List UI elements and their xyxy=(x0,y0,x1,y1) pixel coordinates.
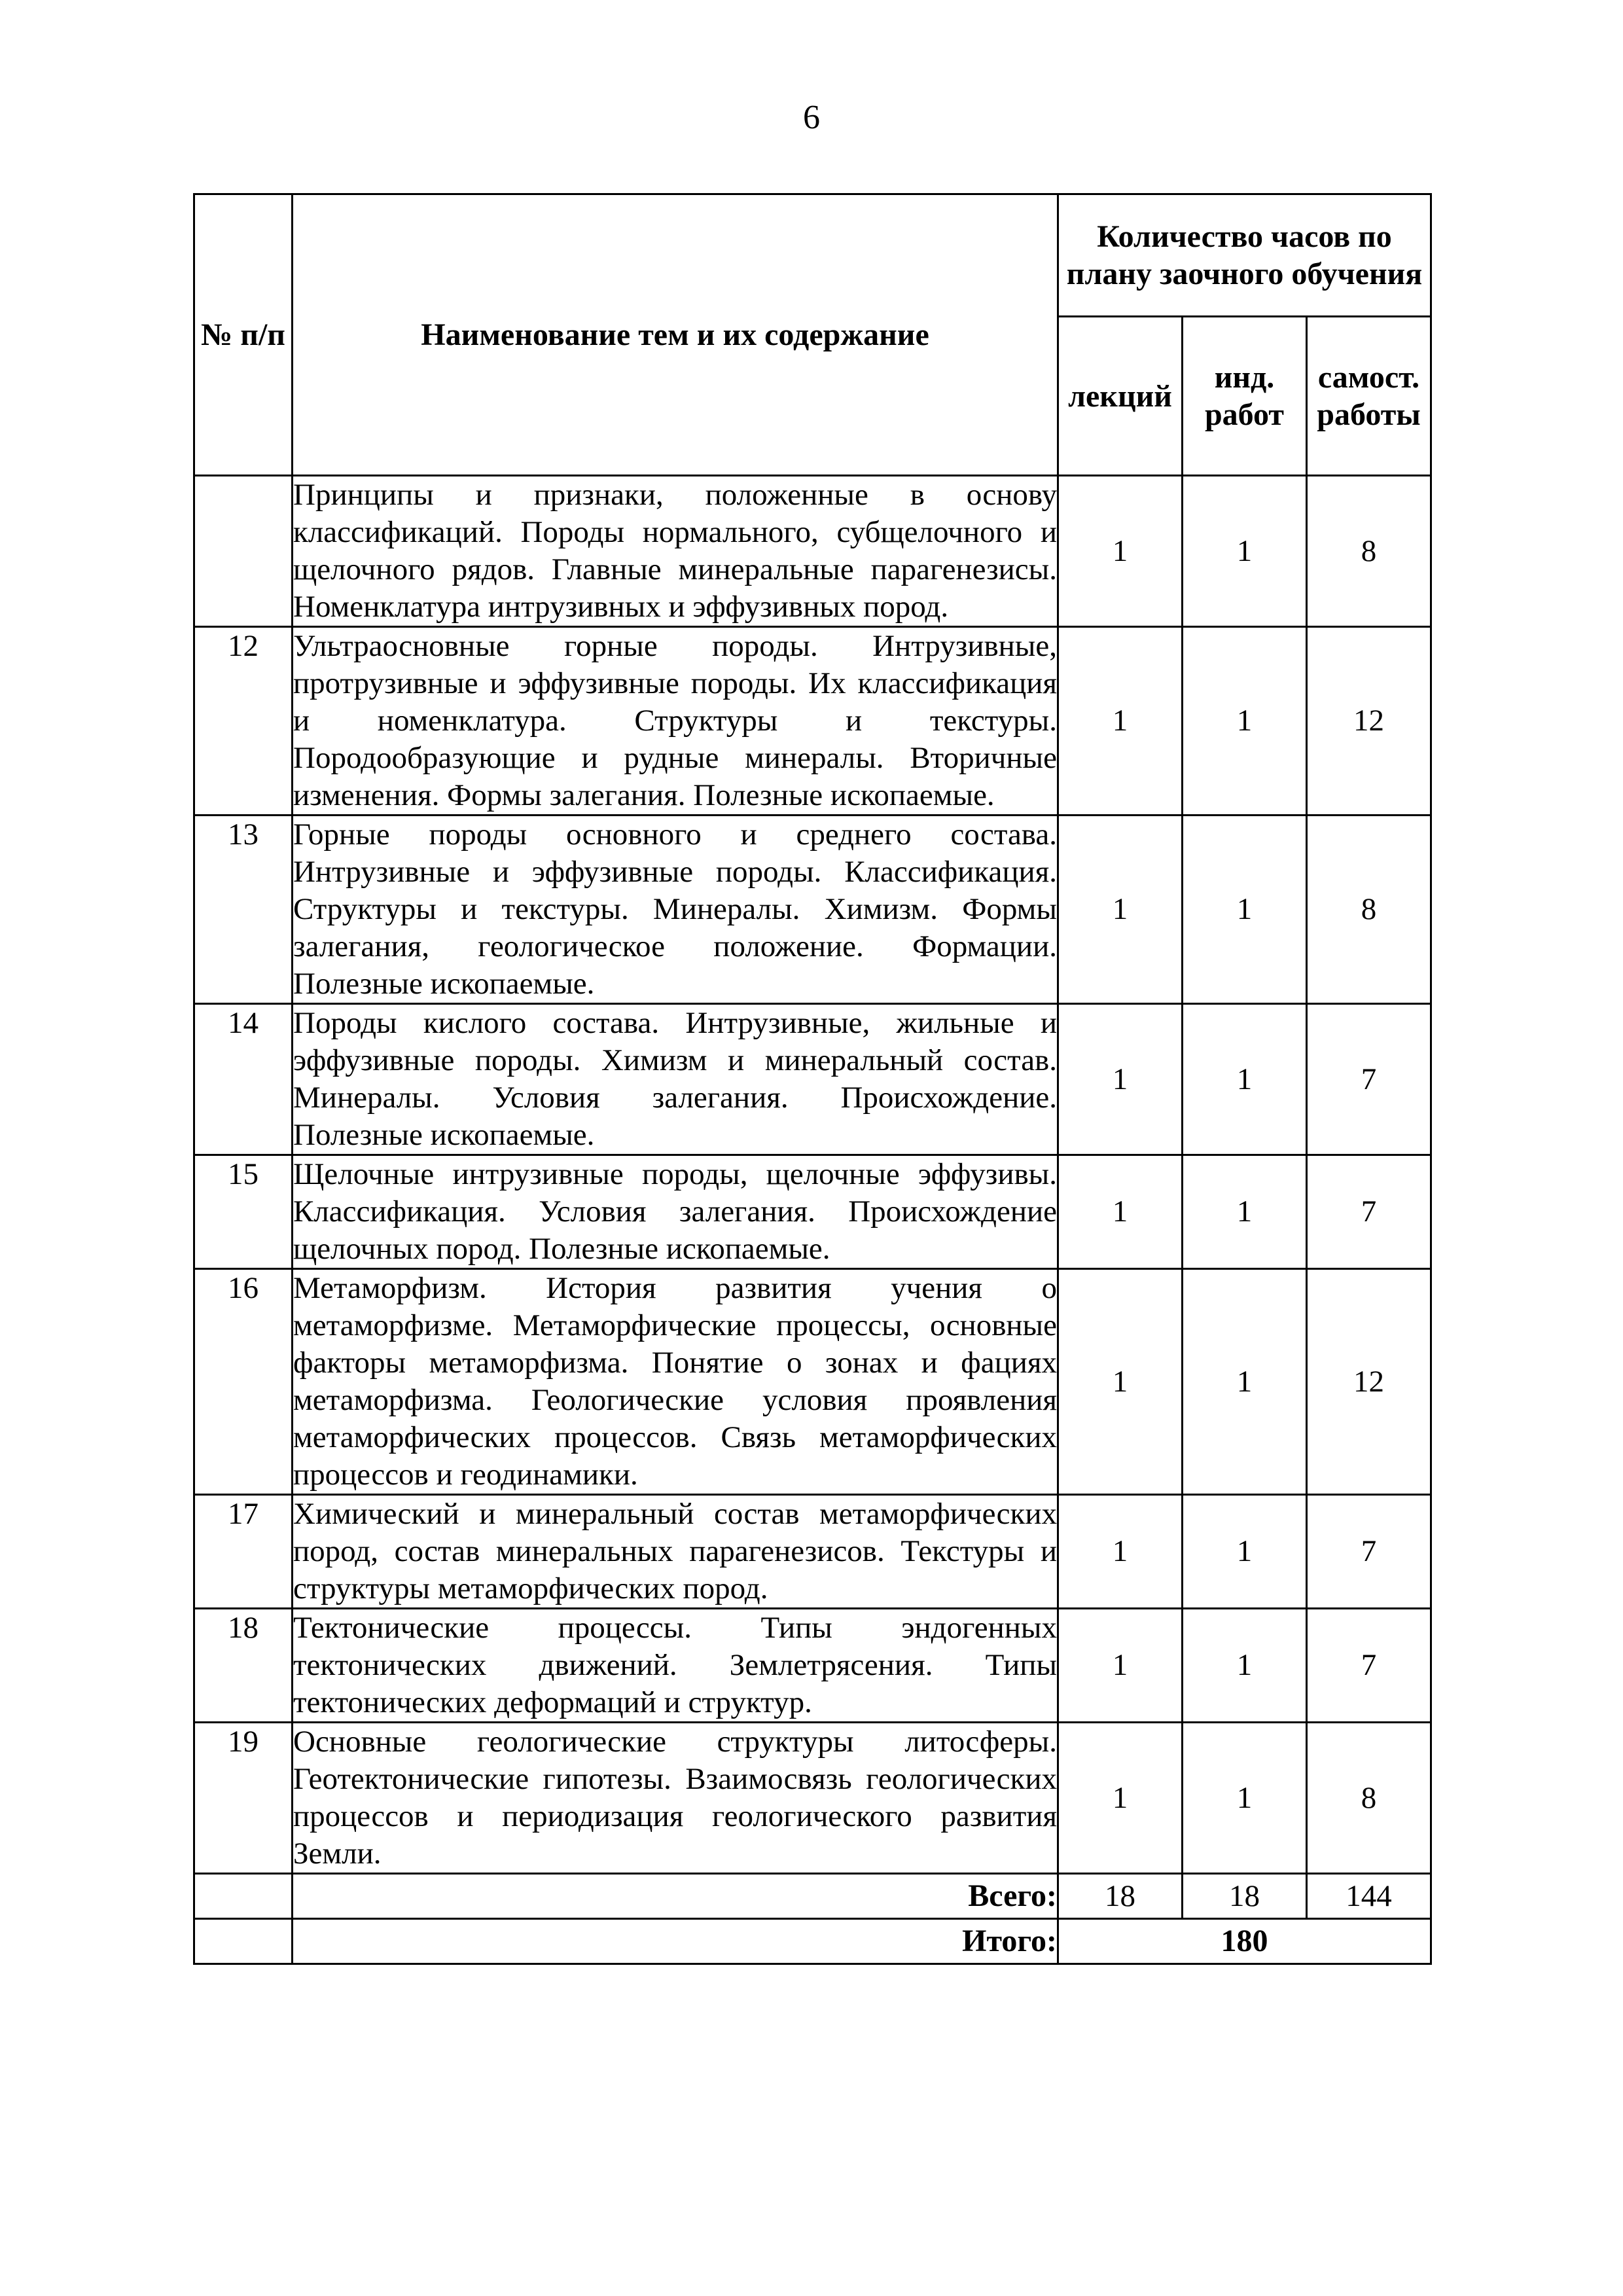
subtotal-individual: 18 xyxy=(1183,1874,1307,1919)
row-individual: 1 xyxy=(1183,1269,1307,1495)
row-number: 13 xyxy=(194,816,293,1004)
study-plan-table xyxy=(193,193,1432,1965)
row-self-study: 12 xyxy=(1307,627,1431,816)
total-row xyxy=(194,1919,1431,1964)
row-number xyxy=(194,476,293,627)
table-row xyxy=(194,1495,1431,1609)
row-topic: Принципы и признаки, положенные в основу классификаций. Породы нормального, субщелочного и щелочного рядов. Главные минеральные парагенезисы. Номенклатура интрузивных и эффузивных пород. xyxy=(293,476,1058,627)
row-lectures: 1 xyxy=(1058,816,1183,1004)
row-self-study: 7 xyxy=(1307,1004,1431,1155)
row-number: 12 xyxy=(194,627,293,816)
table-row xyxy=(194,1155,1431,1269)
row-topic: Тектонические процессы. Типы эндогенных тектонических движений. Землетрясения. Типы тектонических деформаций и структур. xyxy=(293,1609,1058,1723)
row-self-study: 8 xyxy=(1307,816,1431,1004)
table-row xyxy=(194,1609,1431,1723)
table-row xyxy=(194,816,1431,1004)
table-row xyxy=(194,1269,1431,1495)
subtotal-row xyxy=(194,1874,1431,1919)
subtotal-lectures: 18 xyxy=(1058,1874,1183,1919)
row-self-study: 7 xyxy=(1307,1495,1431,1609)
header-lectures: лекций xyxy=(1058,317,1183,476)
row-individual: 1 xyxy=(1183,1723,1307,1874)
row-lectures: 1 xyxy=(1058,1609,1183,1723)
row-lectures: 1 xyxy=(1058,1004,1183,1155)
row-individual: 1 xyxy=(1183,627,1307,816)
row-number: 19 xyxy=(194,1723,293,1874)
row-topic: Породы кислого состава. Интрузивные, жильные и эффузивные породы. Химизм и минеральный состав. Минералы. Условия залегания. Происхождение. Полезные ископаемые. xyxy=(293,1004,1058,1155)
table-row xyxy=(194,1723,1431,1874)
total-value: 180 xyxy=(1058,1919,1431,1964)
row-lectures: 1 xyxy=(1058,1269,1183,1495)
row-lectures: 1 xyxy=(1058,627,1183,816)
total-label: Итого: xyxy=(293,1919,1058,1964)
header-topic: Наименование тем и их содержание xyxy=(293,194,1058,476)
row-self-study: 7 xyxy=(1307,1609,1431,1723)
row-lectures: 1 xyxy=(1058,1495,1183,1609)
row-self-study: 8 xyxy=(1307,1723,1431,1874)
row-topic: Метаморфизм. История развития учения о метаморфизме. Метаморфические процессы, основные факторы метаморфизма. Понятие о зонах и фациях метаморфизма. Геологические условия проявления метаморфических процессов. Связь метаморфических процессов и геодинамики. xyxy=(293,1269,1058,1495)
row-individual: 1 xyxy=(1183,816,1307,1004)
row-individual: 1 xyxy=(1183,1004,1307,1155)
table-row xyxy=(194,627,1431,816)
row-self-study: 12 xyxy=(1307,1269,1431,1495)
row-lectures: 1 xyxy=(1058,1723,1183,1874)
row-topic: Основные геологические структуры литосферы. Геотектонические гипотезы. Взаимосвязь геологических процессов и периодизация геологического развития Земли. xyxy=(293,1723,1058,1874)
row-individual: 1 xyxy=(1183,1609,1307,1723)
row-number: 16 xyxy=(194,1269,293,1495)
row-lectures: 1 xyxy=(1058,476,1183,627)
table-row xyxy=(194,476,1431,627)
row-topic: Ультраосновные горные породы. Интрузивные, протрузивные и эффузивные породы. Их классификация и номенклатура. Структуры и текстуры. Породообразующие и рудные минералы. Вторичные изменения. Формы залегания. Полезные ископаемые. xyxy=(293,627,1058,816)
row-number: 17 xyxy=(194,1495,293,1609)
header-number: № п/п xyxy=(194,194,293,476)
row-individual: 1 xyxy=(1183,1495,1307,1609)
table-row xyxy=(194,1004,1431,1155)
row-individual: 1 xyxy=(1183,476,1307,627)
subtotal-empty-cell xyxy=(194,1874,293,1919)
row-topic: Щелочные интрузивные породы, щелочные эффузивы. Классификация. Условия залегания. Происхождение щелочных пород. Полезные ископаемые. xyxy=(293,1155,1058,1269)
page-number: 6 xyxy=(803,99,820,136)
header-self-study: самост. работы xyxy=(1307,317,1431,476)
row-topic: Химический и минеральный состав метаморфических пород, состав минеральных парагенезисов. Текстуры и структуры метаморфических пород. xyxy=(293,1495,1058,1609)
total-empty-cell xyxy=(194,1919,293,1964)
row-number: 15 xyxy=(194,1155,293,1269)
row-number: 14 xyxy=(194,1004,293,1155)
row-self-study: 8 xyxy=(1307,476,1431,627)
subtotal-label: Всего: xyxy=(293,1874,1058,1919)
row-topic: Горные породы основного и среднего состава. Интрузивные и эффузивные породы. Классификация. Структуры и текстуры. Минералы. Химизм. Формы залегания, геологическое положение. Формации. Полезные ископаемые. xyxy=(293,816,1058,1004)
row-lectures: 1 xyxy=(1058,1155,1183,1269)
row-number: 18 xyxy=(194,1609,293,1723)
row-individual: 1 xyxy=(1183,1155,1307,1269)
header-individual: инд. работ xyxy=(1183,317,1307,476)
header-hours-group: Количество часов по плану заочного обучения xyxy=(1058,194,1431,317)
row-self-study: 7 xyxy=(1307,1155,1431,1269)
subtotal-self-study: 144 xyxy=(1307,1874,1431,1919)
